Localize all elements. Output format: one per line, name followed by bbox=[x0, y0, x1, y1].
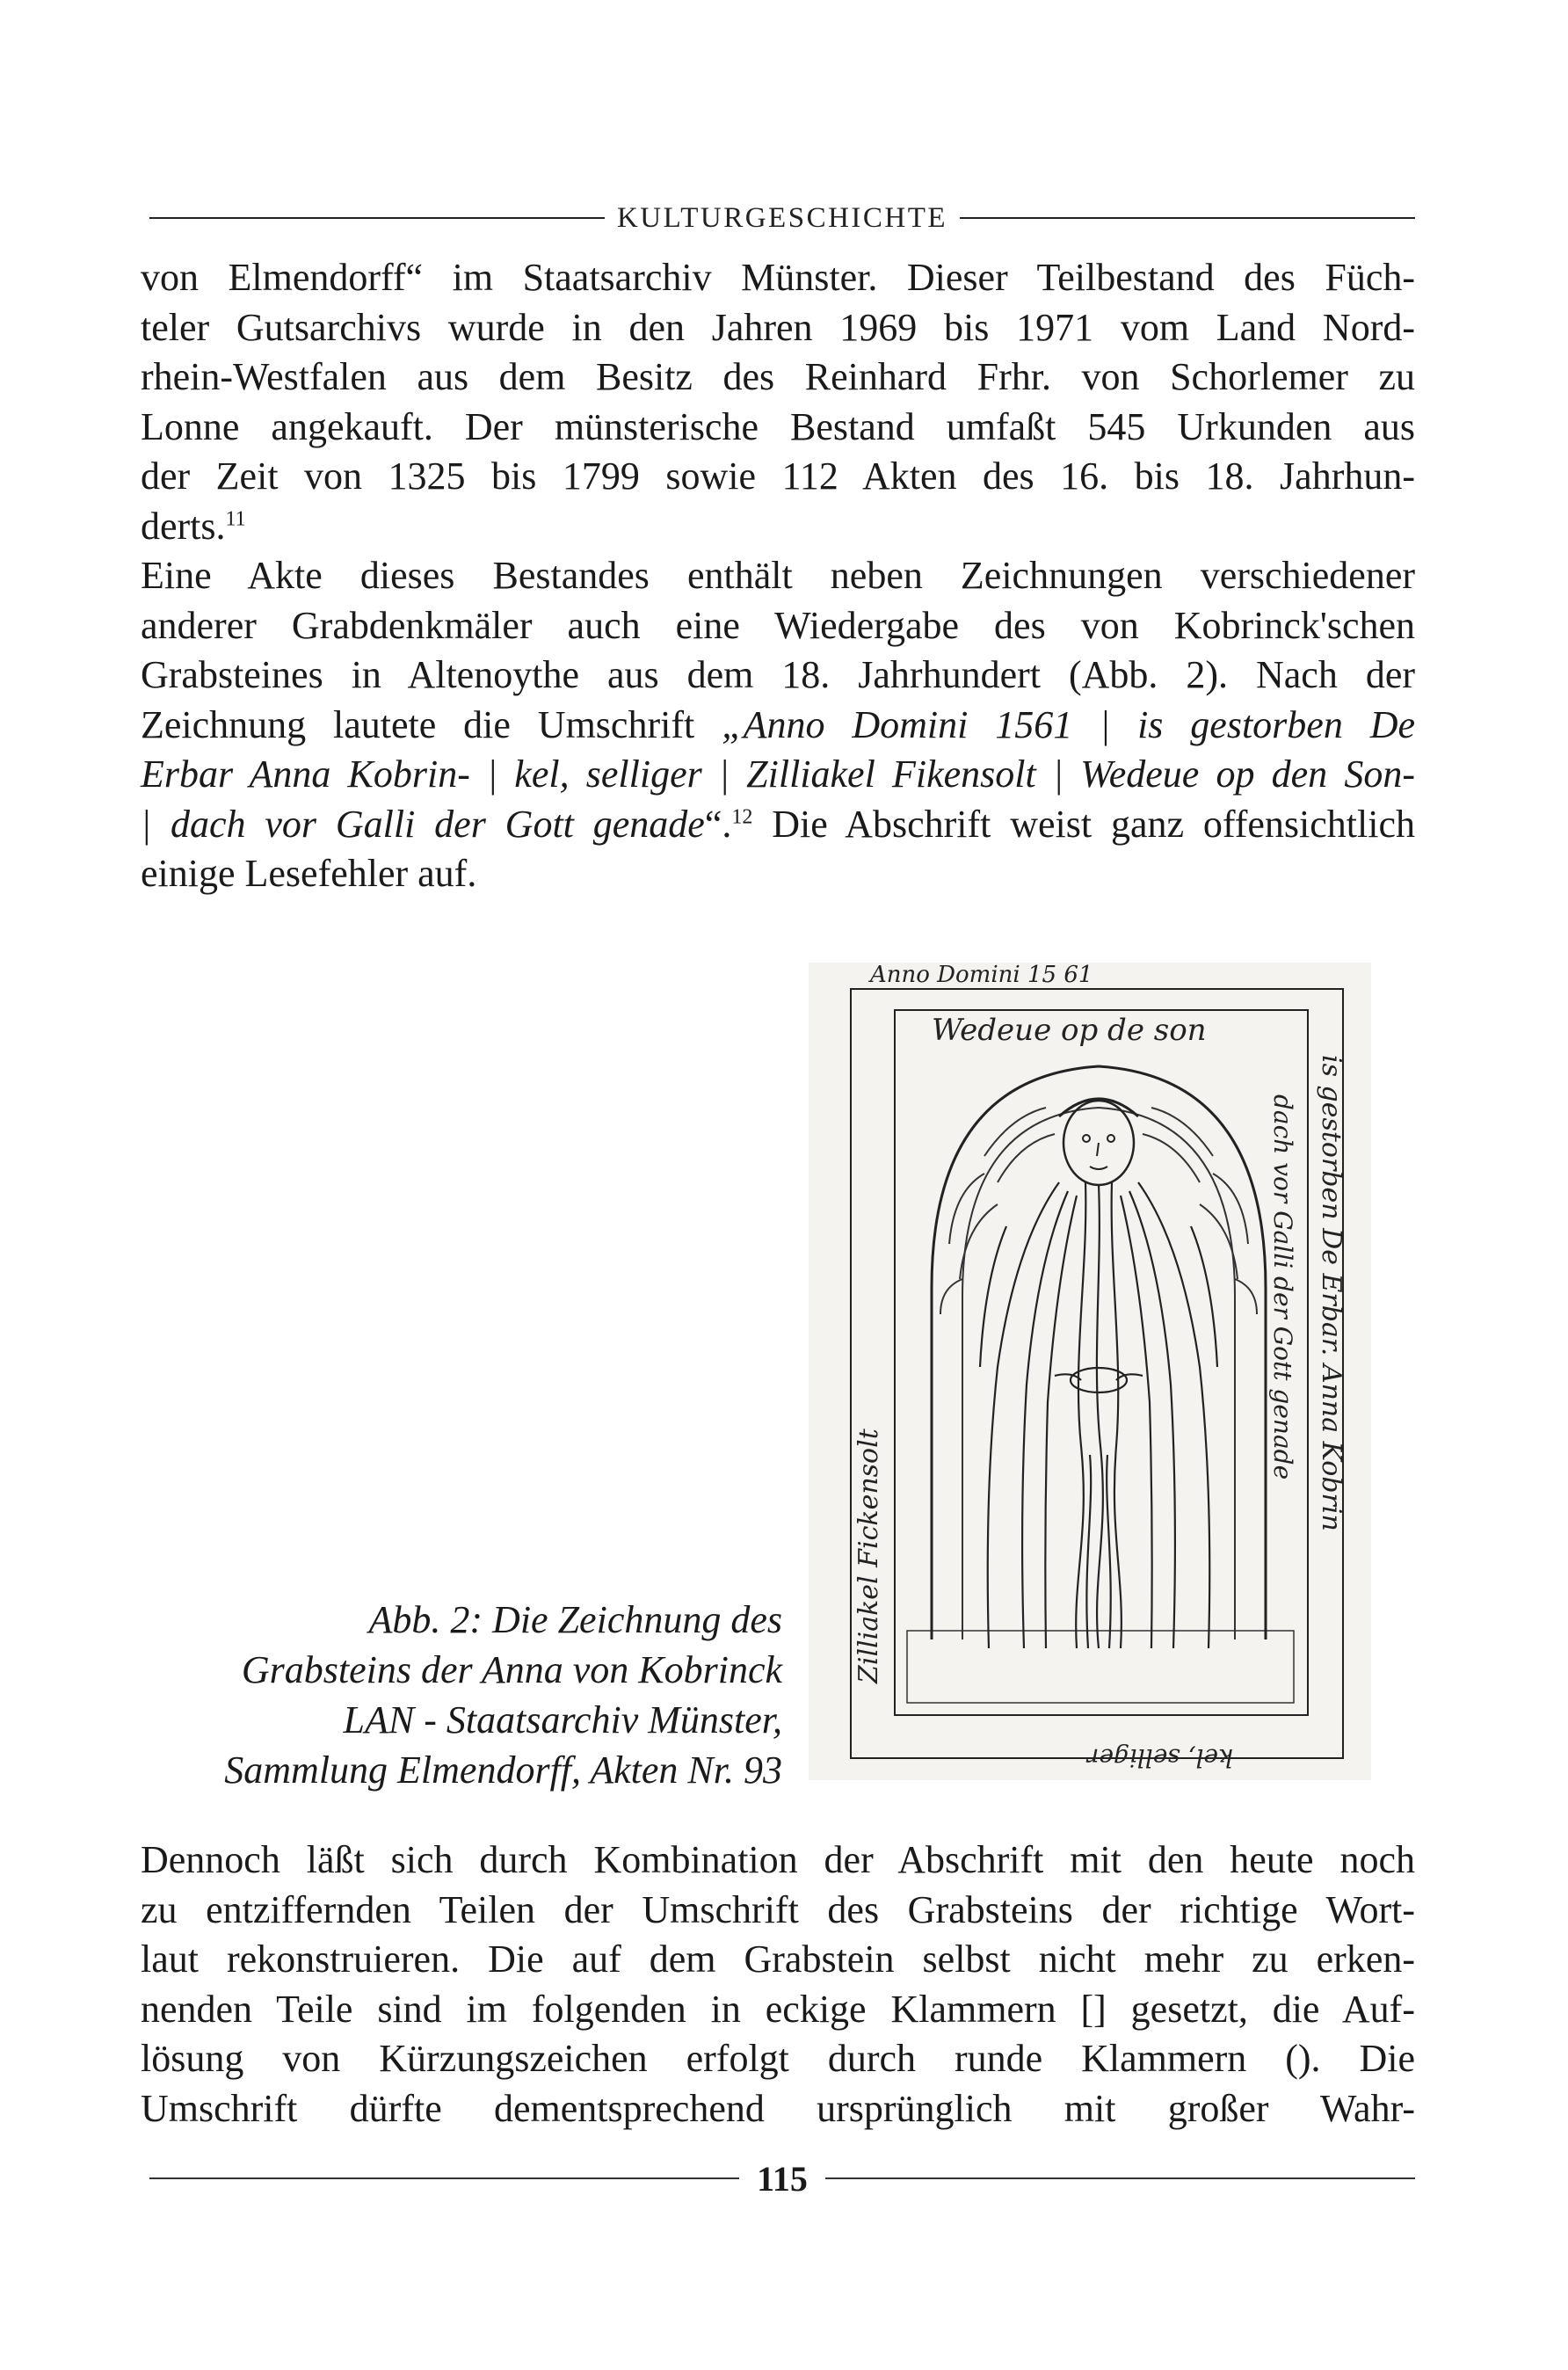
text-line bbox=[141, 701, 1415, 751]
header-rule-left bbox=[149, 217, 605, 219]
text-line bbox=[141, 750, 1415, 800]
inscription-left: Zilliakel Fickensolt bbox=[853, 1429, 884, 1683]
running-header bbox=[149, 195, 1415, 241]
gravestone-illustration bbox=[809, 963, 1371, 1780]
quote-fragment: Erbar Anna Kobrin- | kel, selliger | Zilliakel Fikensolt | Wedeue op den Son- bbox=[141, 752, 1415, 796]
text-fragment: Zeichnung lautete die Umschrift bbox=[141, 702, 695, 746]
text-line: Lonne angekauft. Der münsterische Bestand umfaßt 545 Urkunden aus bbox=[141, 404, 1415, 448]
inscription-right-inner: dach vor Galli der Gott genade bbox=[1268, 1094, 1297, 1480]
footer-rule-left bbox=[149, 2177, 739, 2179]
text-line: der Zeit von 1325 bis 1799 sowie 112 Akten des 16. bis 18. Jahrhun- bbox=[141, 454, 1415, 498]
caption-line: Abb. 2: Die Zeichnung des bbox=[368, 1598, 782, 1641]
figure-caption bbox=[141, 1595, 782, 1795]
text-line bbox=[141, 502, 1415, 552]
quote-fragment: „Anno Domini 1561 | is gestorben De bbox=[722, 702, 1416, 746]
text-line: Umschrift dürfte dementsprechend ursprünglich mit großer Wahr- bbox=[141, 2086, 1415, 2130]
caption-line: LAN - Staatsarchiv Münster, bbox=[343, 1698, 782, 1741]
text-fragment: Die Abschrift weist ganz offensichtlich bbox=[772, 802, 1415, 846]
text-line: anderer Grabdenkmäler auch eine Wiedergabe des von Kobrinck'schen bbox=[141, 603, 1415, 647]
figure-hands bbox=[1055, 1368, 1143, 1392]
text-fragment: derts. bbox=[141, 504, 226, 548]
caption-line: Grabsteins der Anna von Kobrinck bbox=[241, 1648, 782, 1691]
footer-rule-right bbox=[825, 2177, 1415, 2179]
page-number: 115 bbox=[757, 2158, 808, 2199]
quote-fragment: | dach vor Galli der Gott genade bbox=[141, 802, 705, 846]
inscription-second: Wedeue op de son bbox=[932, 1013, 1207, 1048]
footnote-marker: 11 bbox=[225, 506, 246, 530]
text-line: lösung von Kürzungszeichen erfolgt durch runde Klammern (). Die bbox=[141, 2037, 1415, 2080]
text-line: einige Lesefehler auf. bbox=[141, 852, 477, 895]
inscription-top: Anno Domini 15 61 bbox=[870, 963, 1093, 988]
quote-close: “. bbox=[704, 802, 732, 846]
figure-robe bbox=[980, 1182, 1217, 1648]
header-title: KULTURGESCHICHTE bbox=[616, 201, 948, 234]
text-line: Dennoch läßt sich durch Kombination der Abschrift mit den heute noch bbox=[141, 1838, 1415, 1881]
text-line: rhein-Westfalen aus dem Besitz des Reinhard Frhr. von Schorlemer zu bbox=[141, 355, 1415, 398]
paragraph-1 bbox=[141, 253, 1415, 899]
figure-face bbox=[1083, 1135, 1114, 1169]
text-line: laut rekonstruieren. Die auf dem Grabstein selbst nicht mehr zu erken- bbox=[141, 1937, 1415, 1981]
paragraph-2 bbox=[141, 1836, 1415, 2134]
text-line bbox=[141, 800, 1415, 850]
header-rule-right bbox=[960, 217, 1415, 219]
text-line: zu entziffernden Teilen der Umschrift des Grabsteins der richtige Wort- bbox=[141, 1887, 1415, 1931]
footnote-marker: 12 bbox=[731, 804, 753, 828]
inscription-bottom: kel, selliger bbox=[1087, 1743, 1233, 1772]
inner-frame bbox=[895, 1010, 1308, 1715]
text-line: Grabsteines in Altenoythe aus dem 18. Jahrhundert (Abb. 2). Nach der bbox=[141, 653, 1415, 696]
gravestone-drawing bbox=[809, 963, 1371, 1780]
inscription-right-outer: is gestorben De Erbar. Anna Kobrin bbox=[1316, 1055, 1347, 1531]
text-line: nenden Teile sind im folgenden in eckige Klammern [] gesetzt, die Auf- bbox=[141, 1987, 1415, 2031]
text-line: von Elmendorff“ im Staatsarchiv Münster. Dieser Teilbestand des Füch- bbox=[141, 256, 1415, 299]
text-line: Eine Akte dieses Bestandes enthält neben Zeichnungen verschiedener bbox=[141, 554, 1415, 597]
base-panel bbox=[907, 1631, 1294, 1703]
page-footer bbox=[149, 2156, 1415, 2200]
caption-line: Sammlung Elmendorff, Akten Nr. 93 bbox=[224, 1748, 782, 1792]
text-line: teler Gutsarchivs wurde in den Jahren 1969 bis 1971 vom Land Nord- bbox=[141, 305, 1415, 349]
